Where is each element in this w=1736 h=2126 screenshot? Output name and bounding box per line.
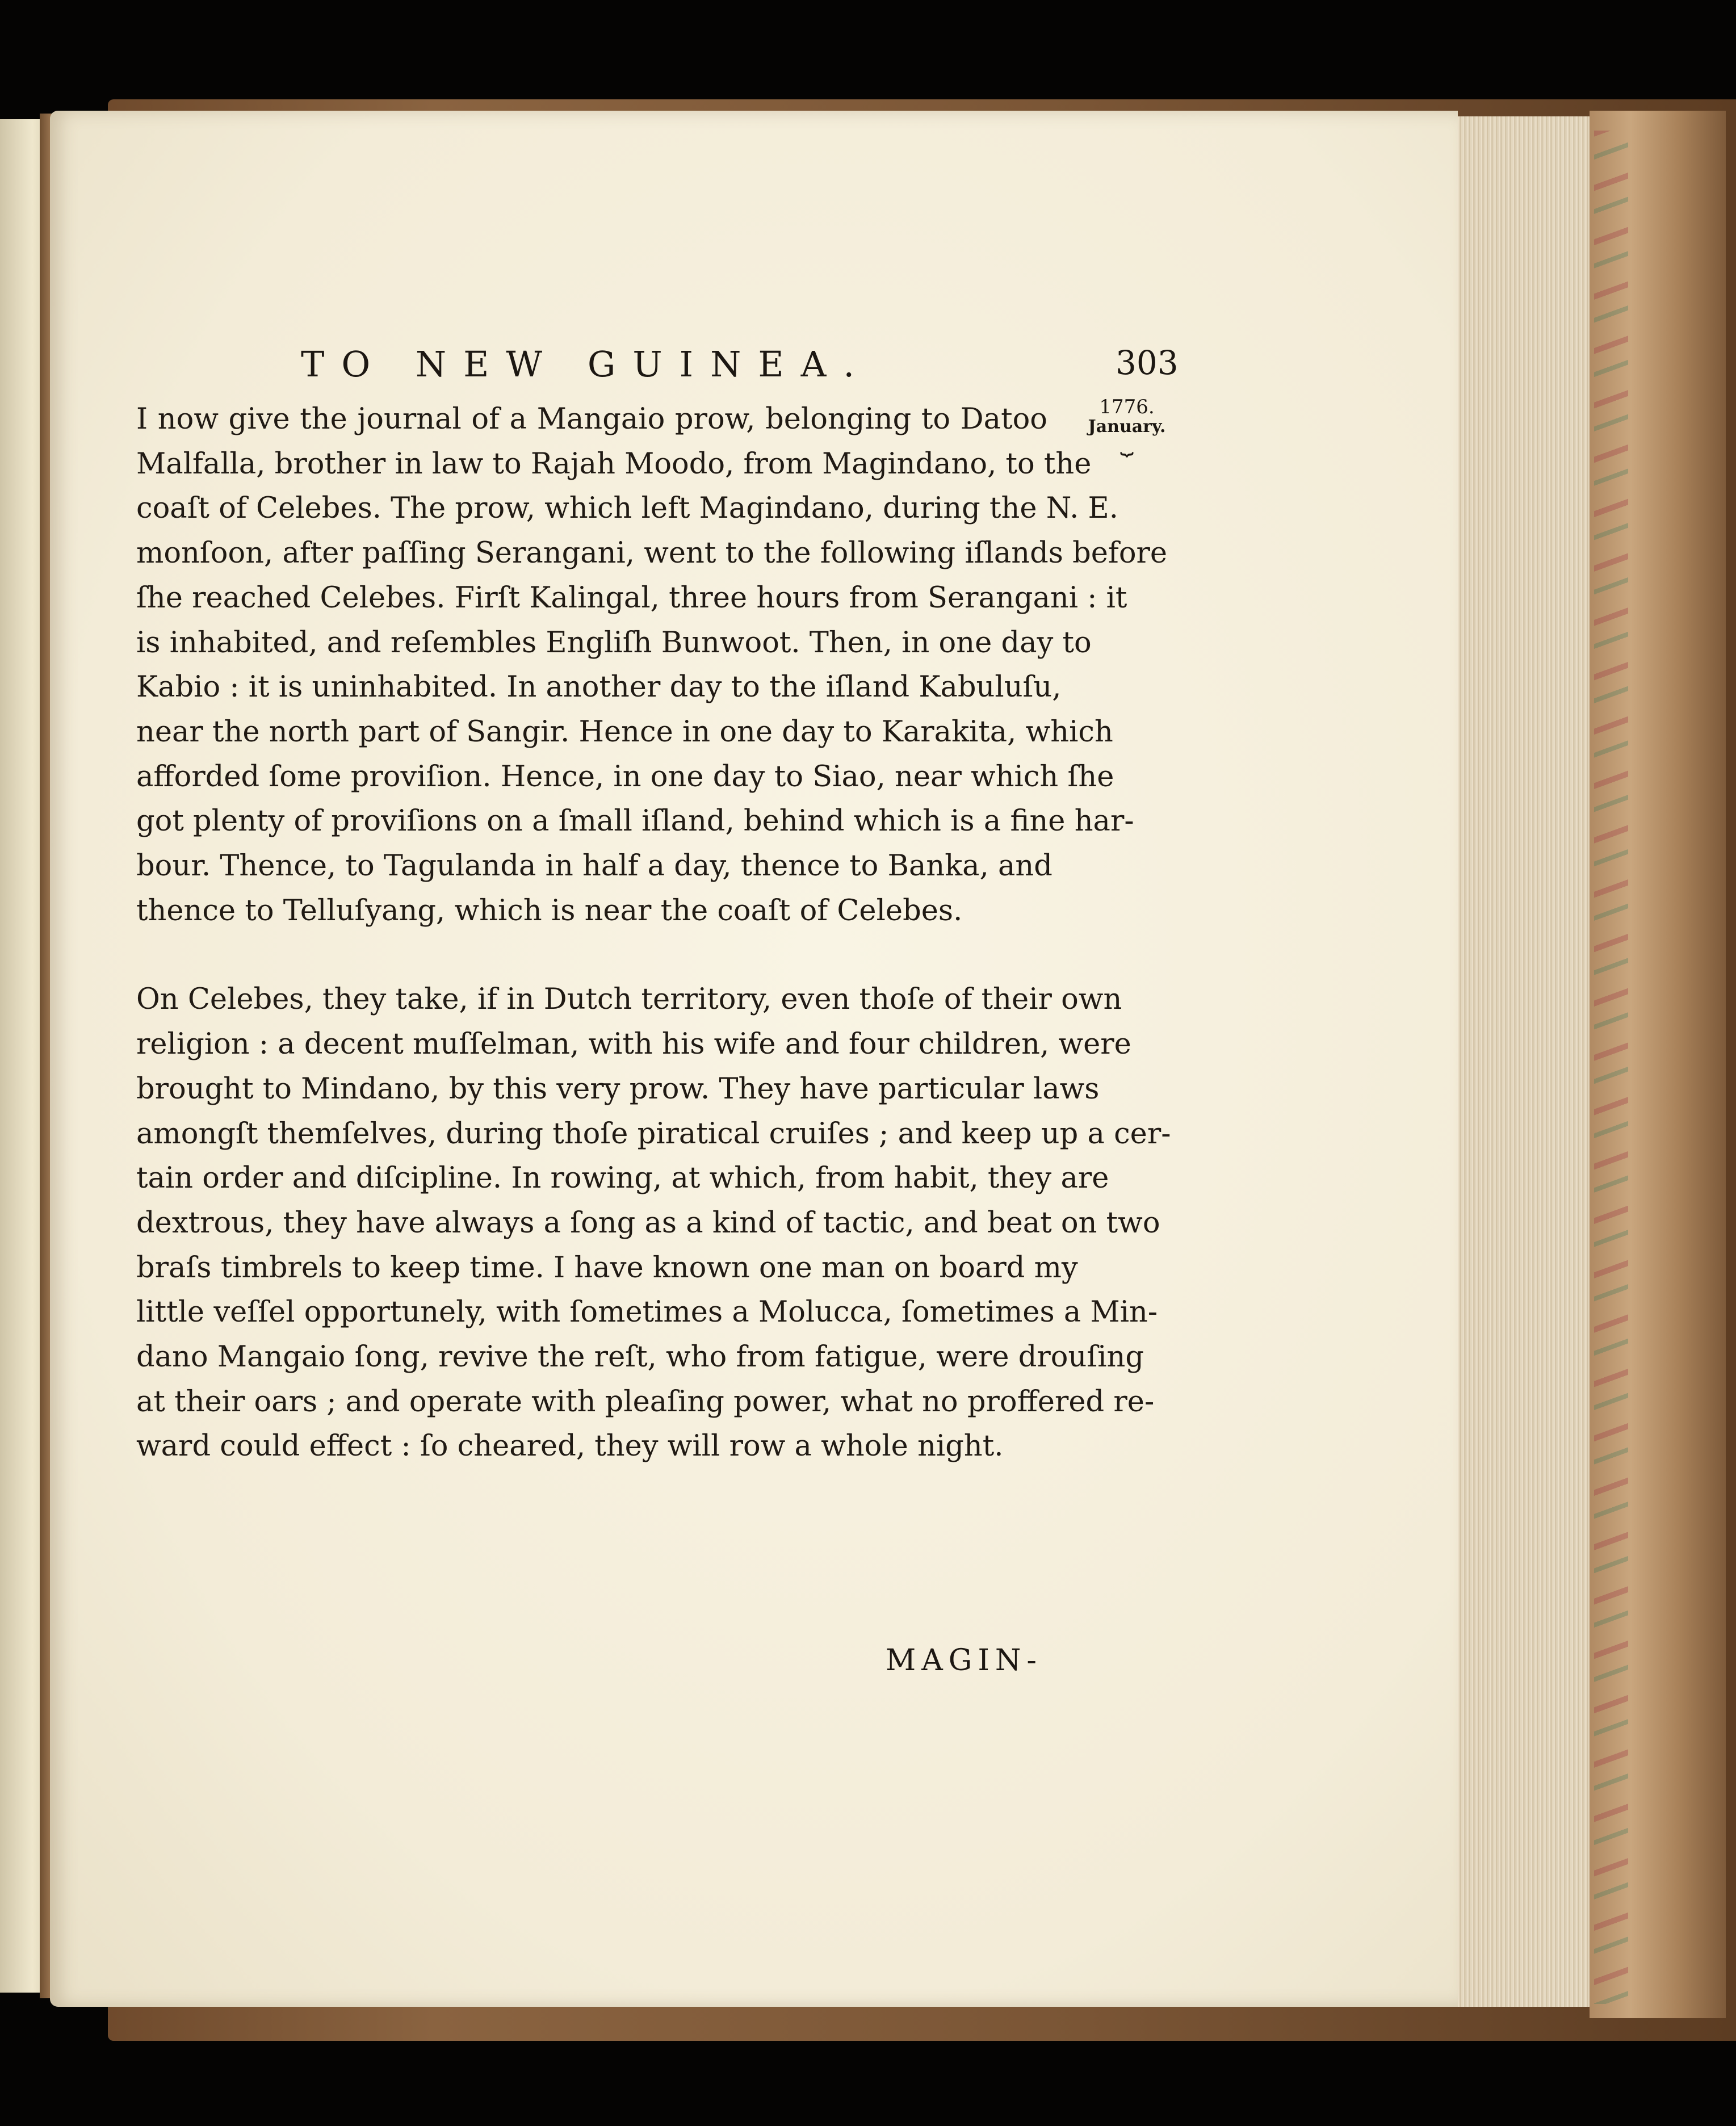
text-line: Kabio : it is uninhabited. In another day to the iſland Kabuluſu,: [136, 670, 1062, 705]
text-line: dano Mangaio ſong, revive the reſt, who from fatigue, were drouſing: [136, 1340, 1144, 1374]
text-line: dextrous, they have always a ſong as a kind of tactic, and beat on two: [136, 1206, 1160, 1240]
text-line: is inhabited, and reſembles Engliſh Bunwoot. Then, in one day to: [136, 626, 1092, 660]
text-line: braſs timbrels to keep time. I have known one man on board my: [136, 1251, 1078, 1285]
text-line: bour. Thence, to Tagulanda in half a day, thence to Banka, and: [136, 849, 1052, 883]
catchword: MAGIN-: [886, 1643, 1042, 1678]
text-line: religion : a decent muſſelman, with his wife and four children, were: [136, 1028, 1131, 1062]
margin-note-year: 1776.: [1099, 396, 1155, 418]
text-line: afforded ſome proviſion. Hence, in one day to Siao, near which ſhe: [136, 760, 1114, 794]
text-line: brought to Mindano, by this very prow. They have particular laws: [136, 1072, 1100, 1106]
text-line: near the north part of Sangir. Hence in one day to Karakita, which: [136, 715, 1113, 749]
page-number: 303: [1116, 343, 1179, 382]
text-line: I now give the journal of a Mangaio prow, belonging to Datoo: [136, 402, 1047, 436]
text-line: little veſſel opportunely, with ſometimes a Molucca, ſometimes a Min-: [136, 1295, 1158, 1330]
text-line: monſoon, after paſſing Serangani, went to the following iſlands before: [136, 536, 1168, 571]
marbled-endpaper: [1594, 131, 1628, 2004]
margin-note: [1079, 397, 1175, 455]
paragraph-gap: [136, 933, 1047, 978]
paragraph-2: [136, 978, 1171, 1469]
text-line: ſhe reached Celebes. Firſt Kalingal, three hours from Serangani : it: [136, 581, 1127, 615]
text-line: tain order and diſcipline. In rowing, at which, from habit, they are: [136, 1161, 1109, 1196]
text-line: amongſt themſelves, during thoſe piratical cruiſes ; and keep up a cer-: [136, 1117, 1171, 1151]
text-line: Malfalla, brother in law to Rajah Moodo, from Magindano, to the: [136, 447, 1092, 481]
text-line: thence to Telluſyang, which is near the coaſt of Celebes.: [136, 894, 963, 928]
text-line: at their oars ; and operate with pleaſing power, what no proffered re-: [136, 1385, 1155, 1419]
text-line: On Celebes, they take, if in Dutch territory, even thoſe of their own: [136, 983, 1122, 1017]
running-head: TO NEW GUINEA.: [301, 343, 872, 385]
text-line: got plenty of proviſions on a ſmall iſland, behind which is a fine har-: [136, 804, 1134, 838]
margin-note-month: January.: [1088, 416, 1166, 437]
brace-ornament: ⏟: [1120, 430, 1134, 456]
text-line: ward could effect : ſo cheared, they will row a whole night.: [136, 1429, 1004, 1464]
page-edges: [1439, 116, 1592, 2007]
text-line: coaſt of Celebes. The prow, which left Magindano, during the N. E.: [136, 492, 1118, 526]
